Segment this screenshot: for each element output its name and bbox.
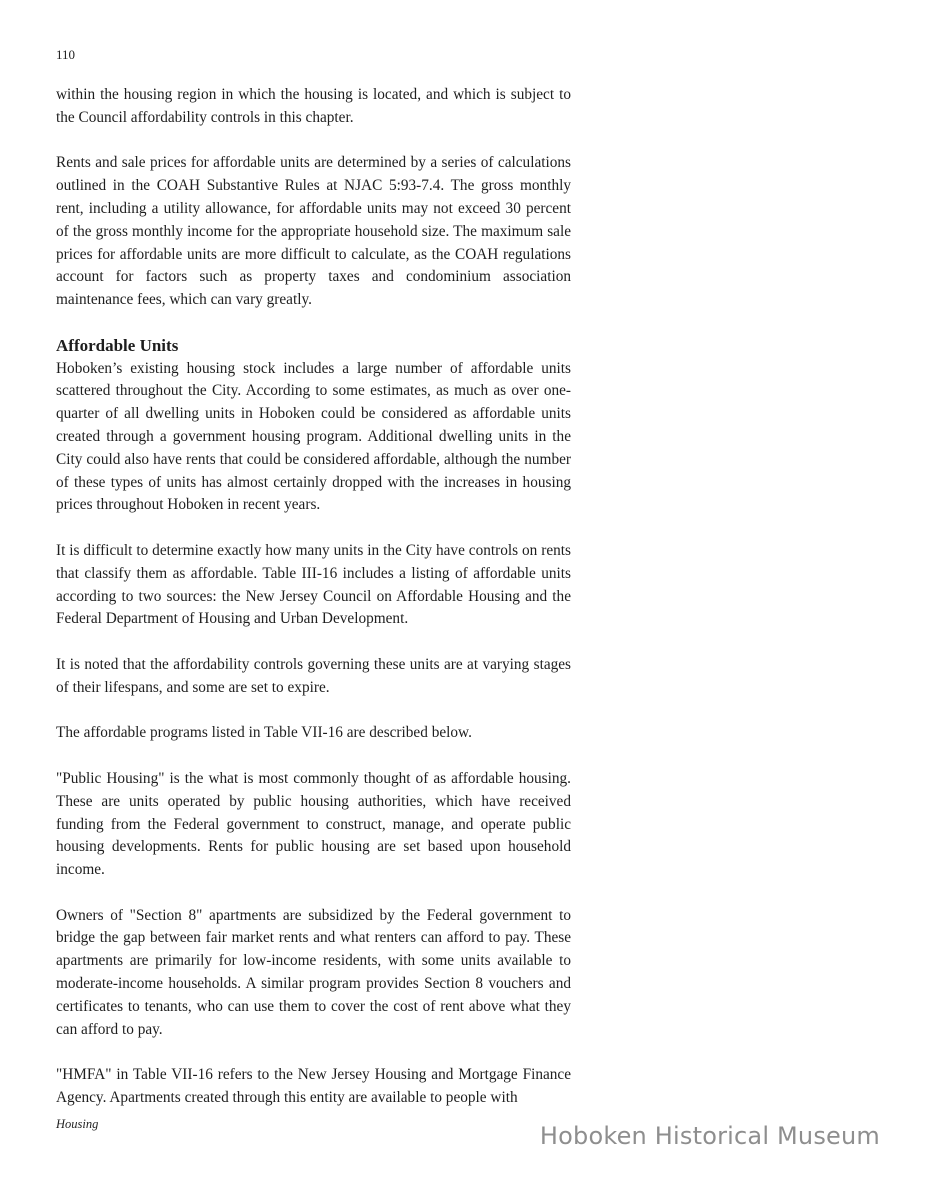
page-number: 110 (56, 47, 76, 62)
paragraph-4: It is difficult to determine exactly how many units in the City have controls on rents that classify them as affordable. Table III-16 includes a listing of affordable units according to two sources: the New Jersey Council on Affordable Housing and the Federal Department of Housing and Urban Development. (56, 541, 571, 628)
paragraph-1: within the housing region in which the housing is located, and which is subject to the Council affordability controls in this chapter. (56, 86, 571, 126)
paragraph-3: Hoboken’s existing housing stock includes a large number of affordable units scattered throughout the City. According to some estimates, as much as over one-quarter of all dwelling units in Hoboken could be considered as affordable units created through a government housing program. Additional dwelling units in the City could also have rents that could be considered affordable, although the number of these types of units has almost certainly dropped with the increases in housing prices throughout Hoboken in recent years. (56, 359, 571, 514)
document-body (56, 84, 571, 1133)
footer-section-label: Housing (56, 1117, 99, 1131)
paragraph-8: Owners of "Section 8" apartments are subsidized by the Federal government to bridge the gap between fair market rents and what renters can afford to pay. These apartments are primarily for low-income residents, with some units available to moderate-income households. A similar program provides Section 8 vouchers and certificates to tenants, who can use them to cover the cost of rent above what they can afford to pay. (56, 906, 571, 1038)
paragraph-2: Rents and sale prices for affordable units are determined by a series of calculations outlined in the COAH Substantive Rules at NJAC 5:93-7.4. The gross monthly rent, including a utility allowance, for affordable units may not exceed 30 percent of the gross monthly income for the appropriate household size. The maximum sale prices for affordable units are more difficult to calculate, as the COAH regulations account for factors such as property taxes and condominium association maintenance fees, which can vary greatly. (56, 154, 571, 309)
paragraph-7: "Public Housing" is the what is most commonly thought of as affordable housing. These are units operated by public housing authorities, which have received funding from the Federal government to construct, manage, and operate public housing developments. Rents for public housing are set based upon household income. (56, 769, 571, 879)
paragraph-6: The affordable programs listed in Table VII-16 are described below. (56, 724, 472, 742)
museum-watermark: Hoboken Historical Museum (539, 1122, 880, 1150)
section-heading-affordable-units: Affordable Units (56, 335, 179, 355)
paragraph-9: "HMFA" in Table VII-16 refers to the New Jersey Housing and Mortgage Finance Agency. Apartments created through this entity are available to people with (56, 1066, 571, 1107)
paragraph-5: It is noted that the affordability controls governing these units are at varying stages of their lifespans, and some are set to expire. (56, 655, 571, 696)
